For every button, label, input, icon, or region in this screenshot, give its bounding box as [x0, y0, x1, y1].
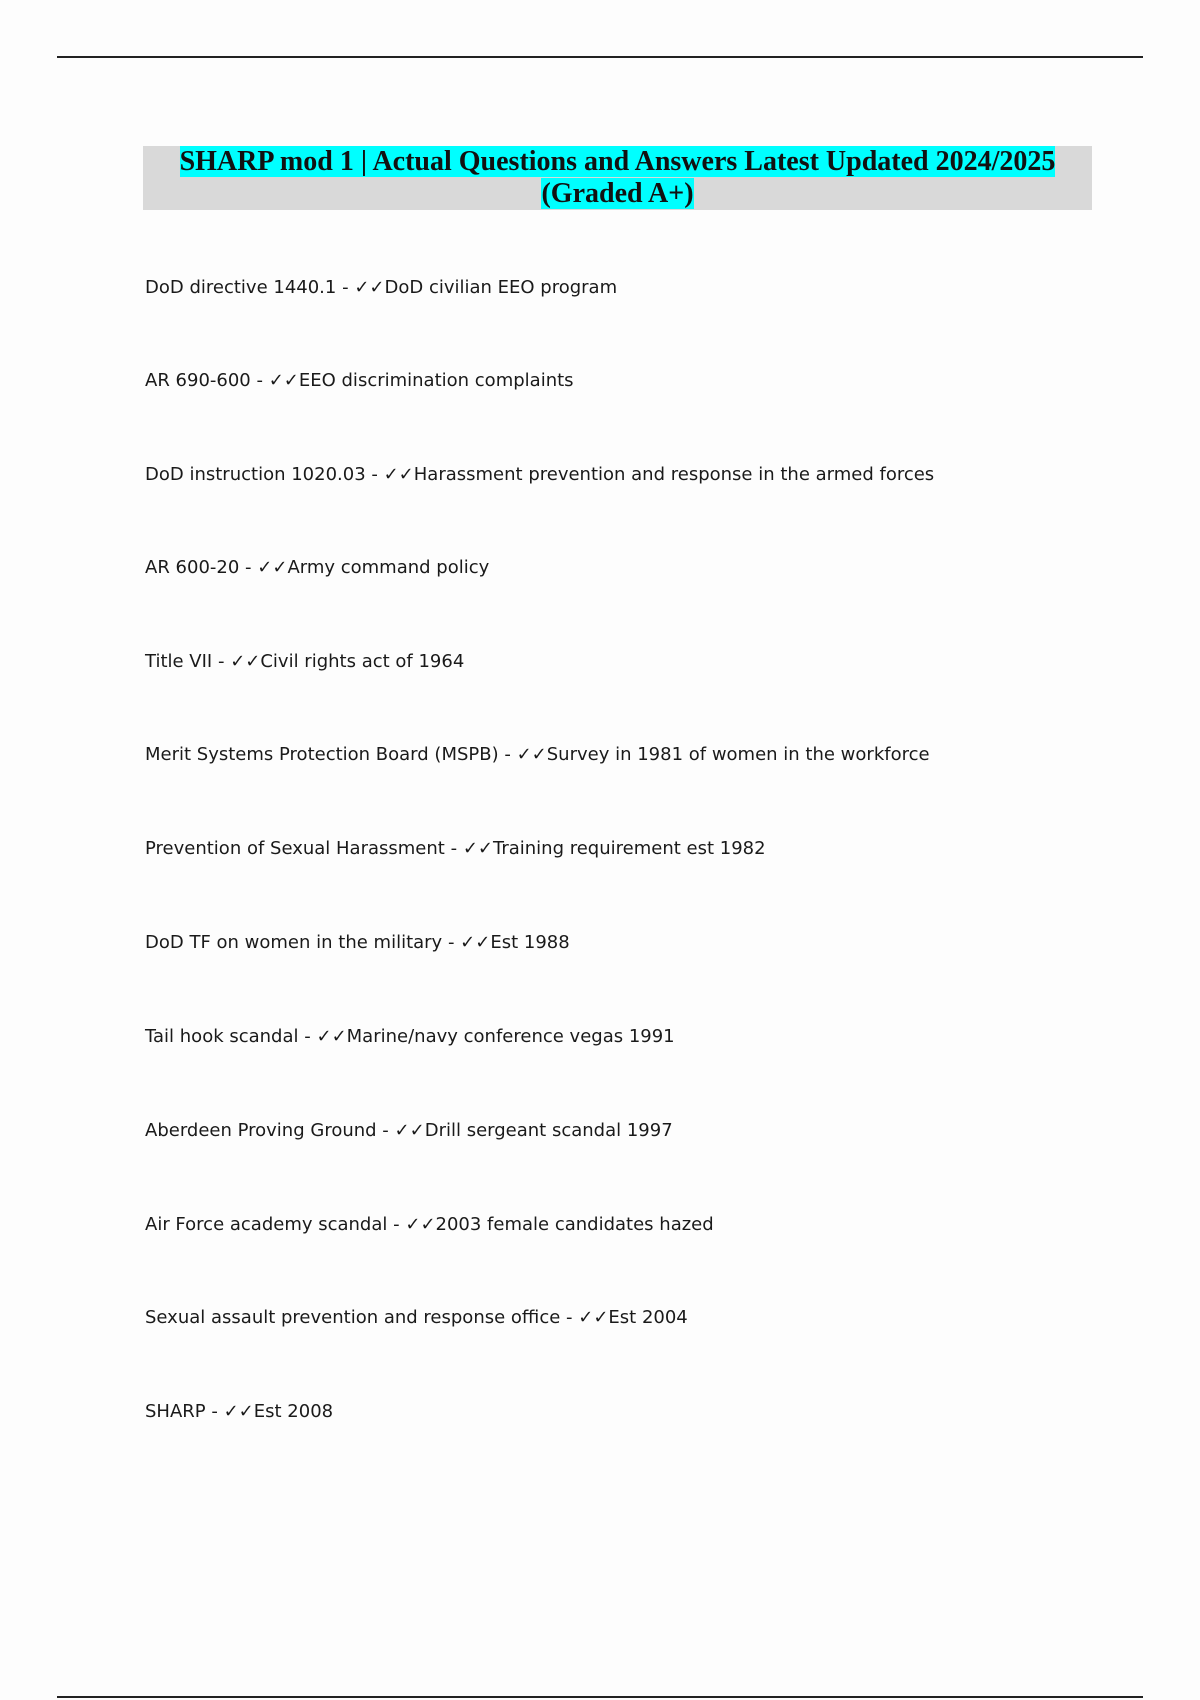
qa-separator: -	[250, 370, 269, 391]
qa-item	[145, 1026, 675, 1048]
qa-separator: -	[365, 464, 384, 485]
qa-item	[145, 744, 930, 766]
check-marks-icon: ✓✓	[223, 1401, 254, 1422]
qa-item	[145, 1120, 673, 1142]
check-marks-icon: ✓✓	[383, 464, 414, 485]
qa-term: Tail hook scandal	[145, 1026, 299, 1047]
qa-term: AR 600-20	[145, 557, 240, 578]
check-marks-icon: ✓✓	[578, 1307, 609, 1328]
qa-term: AR 690-600	[145, 370, 251, 391]
qa-item	[145, 838, 766, 860]
qa-separator: -	[442, 932, 461, 953]
check-marks-icon: ✓✓	[460, 932, 491, 953]
check-marks-icon: ✓✓	[405, 1214, 436, 1235]
qa-separator: -	[376, 1120, 395, 1141]
qa-term: DoD directive 1440.1	[145, 277, 337, 298]
qa-answer: Est 2004	[608, 1307, 688, 1328]
check-marks-icon: ✓✓	[268, 370, 299, 391]
qa-answer: Harassment prevention and response in the armed forces	[413, 464, 935, 485]
qa-separator: -	[336, 277, 355, 298]
qa-item	[145, 1307, 688, 1329]
qa-answer: Army command policy	[287, 557, 490, 578]
qa-term: Merit Systems Protection Board (MSPB)	[145, 744, 499, 765]
qa-term: Prevention of Sexual Harassment	[145, 838, 445, 859]
check-marks-icon: ✓✓	[316, 1026, 347, 1047]
qa-term: DoD TF on women in the military	[145, 932, 443, 953]
qa-term: Title VII	[145, 651, 213, 672]
qa-item	[145, 1214, 714, 1236]
qa-item	[145, 932, 570, 954]
check-marks-icon: ✓✓	[230, 651, 261, 672]
qa-answer: Marine/navy conference vegas 1991	[346, 1026, 675, 1047]
qa-answer: 2003 female candidates hazed	[435, 1214, 714, 1235]
qa-separator: -	[444, 838, 463, 859]
qa-item	[145, 370, 574, 392]
qa-answer: EEO discrimination complaints	[298, 370, 574, 391]
qa-separator: -	[387, 1214, 406, 1235]
qa-answer: Civil rights act of 1964	[260, 651, 465, 672]
qa-answer: Training requirement est 1982	[492, 838, 766, 859]
check-marks-icon: ✓✓	[354, 277, 385, 298]
qa-answer: DoD civilian EEO program	[384, 277, 618, 298]
qa-answer: Est 1988	[490, 932, 570, 953]
qa-item	[145, 277, 617, 299]
page-top-rule	[57, 56, 1143, 58]
qa-answer: Est 2008	[253, 1401, 334, 1422]
qa-answer: Drill sergeant scandal 1997	[424, 1120, 673, 1141]
qa-item	[145, 557, 489, 579]
qa-term: Aberdeen Proving Ground	[145, 1120, 377, 1141]
qa-separator: -	[212, 651, 231, 672]
qa-term: SHARP	[145, 1401, 206, 1422]
check-marks-icon: ✓✓	[394, 1120, 425, 1141]
check-marks-icon: ✓✓	[516, 744, 547, 765]
qa-term: DoD instruction 1020.03	[145, 464, 366, 485]
qa-separator: -	[239, 557, 258, 578]
qa-item	[145, 1401, 333, 1423]
qa-answer: Survey in 1981 of women in the workforce	[546, 744, 930, 765]
qa-separator: -	[498, 744, 517, 765]
page-bottom-rule	[57, 1696, 1143, 1698]
qa-item	[145, 651, 464, 673]
document-title-line-1: SHARP mod 1 | Actual Questions and Answers Latest Updated 2024/2025	[179, 146, 1056, 177]
document-title-line-2: (Graded A+)	[541, 178, 694, 209]
qa-term: Sexual assault prevention and response office	[145, 1307, 561, 1328]
check-marks-icon: ✓✓	[257, 557, 288, 578]
qa-separator: -	[205, 1401, 224, 1422]
check-marks-icon: ✓✓	[462, 838, 493, 859]
document-title	[143, 146, 1092, 210]
qa-separator: -	[560, 1307, 579, 1328]
qa-item	[145, 464, 934, 486]
qa-term: Air Force academy scandal	[145, 1214, 388, 1235]
qa-separator: -	[298, 1026, 317, 1047]
